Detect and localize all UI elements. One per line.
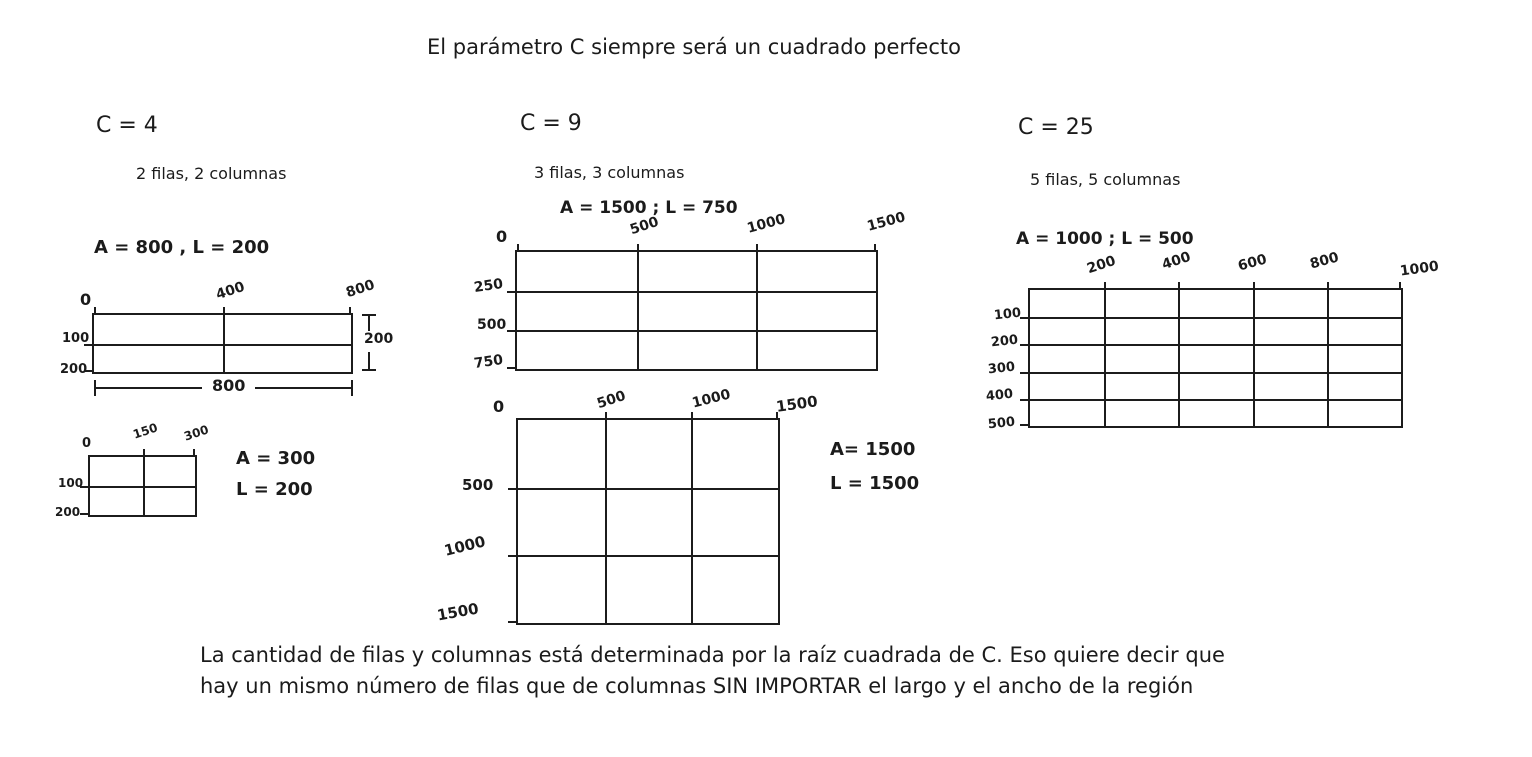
grid-c4-small-top-tick-0: 0 [82,436,92,451]
grid-line-horizontal [90,486,195,488]
width-bracket-right-tick [351,380,353,396]
grid-c25-left-tick-4: 500 [987,414,1016,433]
grid-c4-main-top-tick-0: 0 [80,290,92,309]
grid-line-horizontal [1030,344,1401,346]
tick-mark [605,412,607,419]
tick-mark [80,513,88,515]
grid-line-horizontal [517,291,876,293]
grid-c9-wide-left-tick-1: 500 [477,317,507,333]
grid-line-vertical [1327,290,1329,426]
grid-c4-small-top-tick-1: 150 [131,420,160,442]
grid-line-horizontal [1030,399,1401,401]
grid-c9-square-left-tick-2: 1500 [435,599,480,625]
grid-c9-square-top-tick-2: 1000 [690,386,733,412]
section-c9-label: C = 9 [520,111,582,136]
grid-c9-wide-left-tick-2: 750 [472,352,505,372]
tick-mark [349,307,351,314]
grid-c4-small-area-label: A = 300 [236,448,316,469]
section-c25-label: C = 25 [1018,115,1094,140]
tick-mark [94,307,96,314]
height-bracket-top-segment [368,316,370,331]
grid-c4-main [92,313,353,374]
tick-mark [1020,424,1028,426]
grid-c4-small-top-tick-2: 300 [182,422,211,444]
height-bracket-bottom-segment [368,352,370,369]
section-c25-dims: A = 1000 ; L = 500 [1016,229,1194,249]
grid-c25-top-tick-4: 1000 [1398,258,1440,280]
grid-line-vertical [1253,290,1255,426]
grid-line-vertical [691,420,693,623]
section-c4-dims: A = 800 , L = 200 [94,237,270,258]
grid-line-horizontal [94,344,351,346]
grid-c4-main-width-dim: 800 [202,377,255,395]
grid-c4-main-top-tick-2: 800 [344,276,377,302]
grid-c9-square-left-tick-0: 500 [462,476,494,494]
grid-c9-wide-top-tick-3: 1500 [865,209,908,235]
grid-line-horizontal [518,555,778,557]
grid-c9-wide [515,250,878,371]
grid-c4-small-left-tick-1: 200 [55,505,81,519]
tick-mark [508,488,516,490]
section-c9-dims: A = 1500 ; L = 750 [560,198,738,218]
grid-c25-left-tick-0: 100 [993,305,1022,324]
tick-mark [508,555,516,557]
tick-mark [874,244,876,251]
grid-c4-main-left-tick-0: 100 [62,331,90,346]
section-c4-subtitle: 2 filas, 2 columnas [136,164,287,183]
grid-c4-main-left-tick-1: 200 [60,362,88,377]
tick-mark [691,412,693,419]
height-bracket-bottom-cap [362,369,376,371]
tick-mark [507,367,515,369]
grid-line-vertical [1178,290,1180,426]
grid-c9-square-area-label: A= 1500 [830,439,916,460]
tick-mark [1020,399,1028,401]
grid-c9-wide-top-tick-1: 500 [628,213,661,239]
tick-mark [507,330,515,332]
grid-c25-top-tick-3: 800 [1308,249,1341,273]
grid-line-vertical [605,420,607,623]
grid-c4-small-side-label: L = 200 [236,479,313,500]
tick-mark [1399,282,1401,289]
grid-c9-wide-top-tick-0: 0 [496,227,508,246]
grid-c25 [1028,288,1403,428]
grid-line-vertical [756,252,758,369]
tick-mark [1327,282,1329,289]
tick-mark [1178,282,1180,289]
tick-mark [1104,282,1106,289]
page-title: El parámetro C siempre será un cuadrado perfecto [427,35,961,59]
grid-c25-left-tick-2: 300 [987,359,1016,378]
grid-line-horizontal [518,488,778,490]
grid-line-vertical [637,252,639,369]
grid-c9-wide-top-tick-2: 1000 [745,211,788,237]
footer-line-2: hay un mismo número de filas que de columnas SIN IMPORTAR el largo y el ancho de la región [200,674,1194,698]
tick-mark [507,291,515,293]
grid-c9-square-top-tick-3: 1500 [774,392,819,416]
grid-c9-square-left-tick-1: 1000 [442,532,488,560]
grid-c9-square-top-tick-0: 0 [493,397,505,416]
grid-c25-top-tick-0: 200 [1085,252,1118,278]
footer-line-1: La cantidad de filas y columnas está determinada por la raíz cuadrada de C. Eso quiere decir que [200,643,1225,667]
tick-mark [143,449,145,456]
grid-c4-small-left-tick-0: 100 [58,476,84,490]
tick-mark [1020,344,1028,346]
grid-line-vertical [1104,290,1106,426]
section-c4-label: C = 4 [96,113,158,138]
grid-c9-wide-left-tick-0: 250 [472,276,505,296]
tick-mark [193,449,195,456]
section-c25-subtitle: 5 filas, 5 columnas [1030,170,1181,189]
tick-mark [1020,372,1028,374]
tick-mark [508,621,516,623]
grid-c9-square [516,418,780,625]
grid-c4-small [88,455,197,517]
grid-c9-square-top-tick-1: 500 [595,387,628,413]
grid-c25-top-tick-2: 600 [1236,251,1269,275]
grid-c25-left-tick-1: 200 [990,332,1019,351]
grid-c4-main-top-tick-1: 400 [214,278,247,304]
grid-c25-left-tick-3: 400 [985,386,1014,405]
grid-c4-main-height-dim: 200 [364,331,394,347]
grid-c25-top-tick-1: 400 [1160,248,1193,274]
grid-c9-square-side-label: L = 1500 [830,473,920,494]
tick-mark [223,307,225,314]
section-c9-subtitle: 3 filas, 3 columnas [534,163,685,182]
tick-mark [756,244,758,251]
grid-line-horizontal [1030,372,1401,374]
tick-mark [637,244,639,251]
grid-line-horizontal [1030,317,1401,319]
tick-mark [1253,282,1255,289]
tick-mark [517,244,519,251]
grid-line-horizontal [517,330,876,332]
